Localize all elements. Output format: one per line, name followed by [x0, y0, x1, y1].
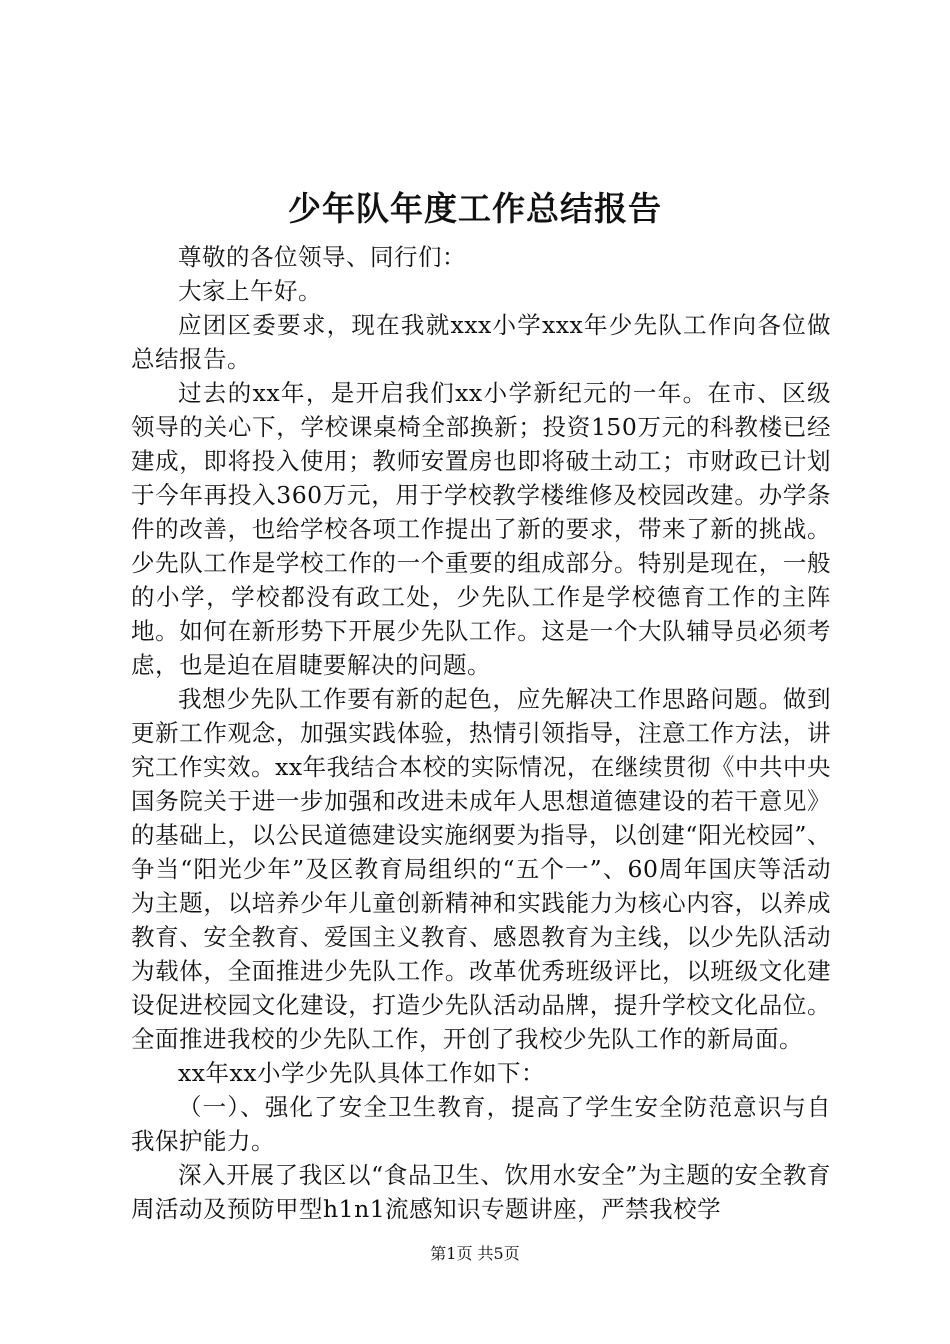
work-list-heading: xx年xx小学少先队具体工作如下：	[178, 1059, 546, 1087]
document-body	[131, 240, 831, 1226]
salutation-paragraph: 大家上午好。	[178, 277, 322, 305]
section-1-paragraph: 深入开展了我区以“食品卫生、饮用水安全”为主题的安全教育周活动及预防甲型h1n1流感知识专题讲座，严禁我校学	[131, 1161, 831, 1223]
document-title: 少年队年度工作总结报告	[288, 189, 662, 228]
review-paragraph: 过去的xx年，是开启我们xx小学新纪元的一年。在市、区级领导的关心下，学校课桌椅全部换新；投资150万元的科教楼已经建成，即将投入使用；教师安置房也即将破土动工；市财政已计划于今年再投入360万元，用于学校教学楼维修及校园改建。办学条件的改善，也给学校各项工作提出了新的要求，带来了新的挑战。少先队工作是学校工作的一个重要的组成部分。特别是现在，一般的小学，学校都没有政工处，少先队工作是学校德育工作的主阵地。如何在新形势下开展少先队工作。这是一个大队辅导员必须考虑，也是迫在眉睫要解决的问题。	[131, 379, 831, 679]
approach-paragraph: 我想少先队工作要有新的起色，应先解决工作思路问题。做到更新工作观念，加强实践体验，热情引领指导，注意工作方法，讲究工作实效。xx年我结合本校的实际情况，在继续贯彻《中共中央国务院关于进一步加强和改进未成年人思想道德建设的若干意见》的基础上，以公民道德建设实施纲要为指导，以创建“阳光校园”、争当“阳光少年”及区教育局组织的“五个一”、60周年国庆等活动为主题，以培养少年儿童创新精神和实践能力为核心内容，以养成教育、安全教育、爱国主义教育、感恩教育为主线，以少先队活动为载体，全面推进少先队工作。改革优秀班级评比，以班级文化建设促进校园文化建设，打造少先队活动品牌，提升学校文化品位。全面推进我校的少先队工作，开创了我校少先队工作的新局面。	[131, 685, 831, 1053]
page-number-footer: 第1页 共5页	[430, 1244, 520, 1263]
greeting-paragraph: 尊敬的各位领导、同行们：	[178, 243, 466, 271]
intro-paragraph: 应团区委要求，现在我就xxx小学xxx年少先队工作向各位做总结报告。	[131, 311, 831, 373]
section-heading-1: （一）、强化了安全卫生教育，提高了学生安全防范意识与自我保护能力。	[131, 1093, 831, 1155]
